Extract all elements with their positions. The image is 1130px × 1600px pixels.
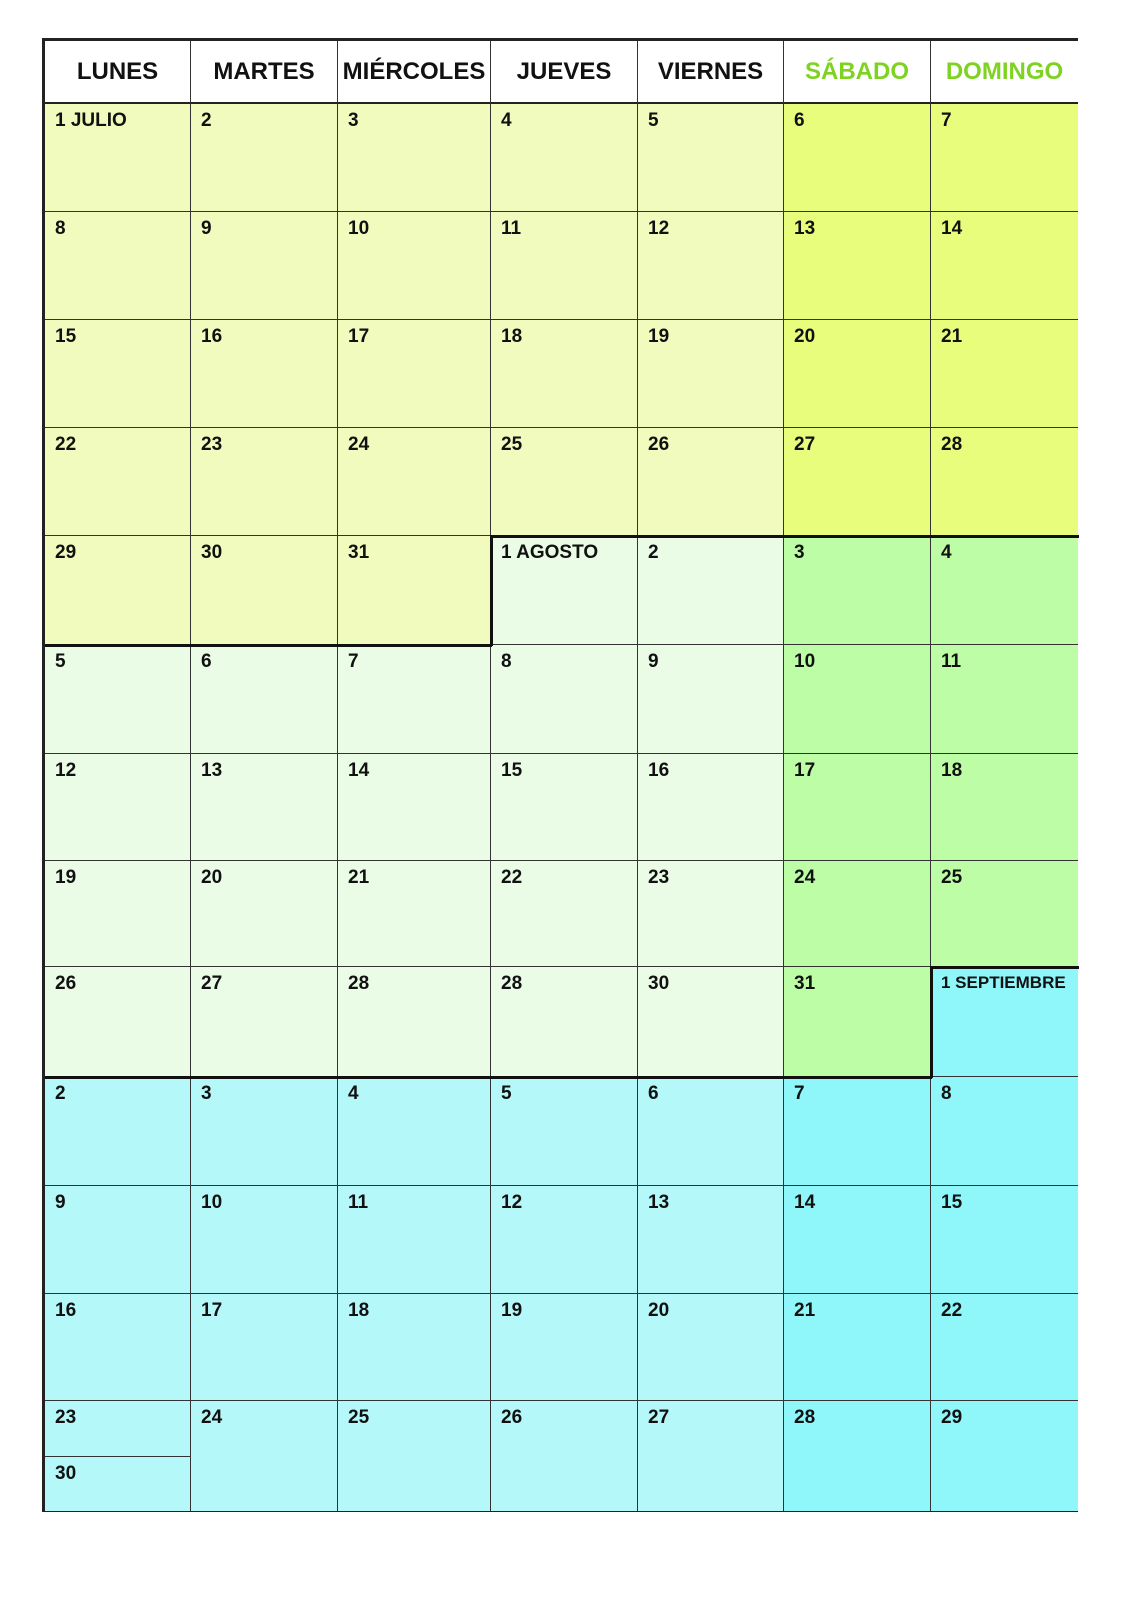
day-cell-julio-18[interactable] [491,320,638,428]
day-number: 27 [794,434,816,455]
day-cell-agosto-2[interactable] [638,536,784,645]
day-cell-agosto-3[interactable] [784,536,931,645]
day-cell-agosto-27[interactable] [191,967,338,1077]
day-cell-julio-23[interactable] [191,428,338,536]
day-cell-agosto-26[interactable] [45,967,191,1077]
day-cell-agosto-25[interactable] [931,861,1078,967]
day-cell-julio-31[interactable] [338,536,491,645]
day-number: 27 [201,973,223,994]
day-number: 2 [201,110,212,131]
day-cell-julio-6[interactable] [784,104,931,212]
day-number: 7 [941,110,952,131]
day-number: 24 [201,1407,223,1428]
day-cell-septiembre-21[interactable] [784,1294,931,1401]
day-number: 29 [941,1407,963,1428]
day-number: 2 [648,542,659,563]
day-number: 21 [348,867,370,888]
day-number: 15 [501,760,523,781]
julio-agosto-boundary-top [490,535,1079,538]
day-number: 5 [55,651,66,672]
day-number: 22 [501,867,523,888]
day-cell-septiembre-17[interactable] [191,1294,338,1401]
day-cell-agosto-1-agosto[interactable] [491,536,638,645]
day-cell-agosto-8[interactable] [491,645,638,754]
day-number: 26 [55,973,77,994]
day-number: 23 [648,867,670,888]
day-number: 16 [648,760,670,781]
day-cell-agosto-28[interactable] [491,967,638,1077]
day-cell-agosto-31[interactable] [784,967,931,1077]
day-cell-julio-9[interactable] [191,212,338,320]
day-number: 31 [348,542,370,563]
day-cell-julio-24[interactable] [338,428,491,536]
day-number: 10 [348,218,370,239]
agosto-septiembre-boundary-bottom [45,1076,932,1079]
day-number: 19 [55,867,77,888]
day-number: 10 [794,651,816,672]
day-number: 20 [794,326,816,347]
day-number: 20 [201,867,223,888]
day-cell-septiembre-3[interactable] [191,1077,338,1186]
day-number: 30 [648,973,670,994]
day-number: 24 [794,867,816,888]
day-cell-agosto-12[interactable] [45,754,191,861]
day-cell-agosto-11[interactable] [931,645,1078,754]
day-number: 27 [648,1407,670,1428]
day-number: 14 [941,218,963,239]
day-number: 24 [348,434,370,455]
day-number: 14 [794,1192,816,1213]
day-number: 15 [55,326,77,347]
day-number: 31 [794,973,816,994]
day-number: 15 [941,1192,963,1213]
day-number: 26 [501,1407,523,1428]
day-cell-julio-13[interactable] [784,212,931,320]
day-cell-julio-20[interactable] [784,320,931,428]
day-cell-agosto-14[interactable] [338,754,491,861]
day-number: 6 [201,651,212,672]
day-cell-septiembre-6[interactable] [638,1077,784,1186]
day-number: 25 [941,867,963,888]
day-number: 5 [648,110,659,131]
day-number: 13 [201,760,223,781]
day-cell-julio-22[interactable] [45,428,191,536]
day-cell-julio-16[interactable] [191,320,338,428]
day-number: 4 [941,542,952,563]
header-lunes: LUNES [45,41,191,104]
day-number: 11 [501,218,522,239]
day-number: 11 [941,651,962,672]
day-cell-julio-28[interactable] [931,428,1078,536]
day-cell-julio-8[interactable] [45,212,191,320]
day-cell-julio-5[interactable] [638,104,784,212]
day-number: 5 [501,1083,512,1104]
header-sabado: SÁBADO [784,41,931,104]
day-cell-septiembre-27[interactable] [638,1401,784,1511]
day-number: 3 [348,110,359,131]
day-cell-julio-12[interactable] [638,212,784,320]
day-number: 17 [201,1300,223,1321]
day-cell-septiembre-4[interactable] [338,1077,491,1186]
day-cell-julio-4[interactable] [491,104,638,212]
day-number: 28 [794,1407,816,1428]
day-number: 22 [941,1300,963,1321]
day-number: 21 [941,326,963,347]
day-cell-julio-17[interactable] [338,320,491,428]
day-cell-septiembre-10[interactable] [191,1186,338,1294]
day-number: 8 [55,218,66,239]
day-cell-julio-26[interactable] [638,428,784,536]
day-cell-agosto-30[interactable] [638,967,784,1077]
day-number: 9 [648,651,659,672]
day-number: 19 [648,326,670,347]
day-number: 23 [55,1407,77,1428]
day-cell-septiembre-22[interactable] [931,1294,1078,1401]
header-jueves: JUEVES [491,41,638,104]
day-cell-septiembre-18[interactable] [338,1294,491,1401]
day-cell-septiembre-5[interactable] [491,1077,638,1186]
day-cell-septiembre-25[interactable] [338,1401,491,1511]
day-cell-septiembre-8[interactable] [931,1077,1078,1186]
day-number: 25 [348,1407,370,1428]
day-number: 28 [348,973,370,994]
day-number: 28 [941,434,963,455]
day-cell-septiembre-9[interactable] [45,1186,191,1294]
day-cell-septiembre-12[interactable] [491,1186,638,1294]
header-domingo: DOMINGO [931,41,1078,104]
day-number: 1 AGOSTO [501,542,599,563]
day-cell-agosto-9[interactable] [638,645,784,754]
day-number: 3 [201,1083,212,1104]
day-cell-agosto-18[interactable] [931,754,1078,861]
day-number: 17 [348,326,370,347]
day-cell-agosto-13[interactable] [191,754,338,861]
day-number: 11 [348,1192,369,1213]
day-number: 25 [501,434,523,455]
header-martes: MARTES [191,41,338,104]
julio-agosto-boundary-side [490,535,493,646]
day-cell-agosto-19[interactable] [45,861,191,967]
day-number: 23 [201,434,223,455]
day-cell-septiembre-28[interactable] [784,1401,931,1511]
day-number: 13 [648,1192,670,1213]
day-cell-agosto-28[interactable] [338,967,491,1077]
day-cell-septiembre-20[interactable] [638,1294,784,1401]
day-number: 12 [648,218,670,239]
day-cell-agosto-24[interactable] [784,861,931,967]
day-number: 1 JULIO [55,110,127,131]
day-cell-julio-21[interactable] [931,320,1078,428]
julio-agosto-boundary-bottom [45,644,492,647]
day-number: 6 [794,110,805,131]
day-cell-septiembre-13[interactable] [638,1186,784,1294]
day-number: 3 [794,542,805,563]
day-cell-julio-2[interactable] [191,104,338,212]
day-number: 9 [201,218,212,239]
day-number: 6 [648,1083,659,1104]
day-cell-julio-15[interactable] [45,320,191,428]
day-cell-agosto-21[interactable] [338,861,491,967]
day-cell-agosto-5[interactable] [45,645,191,754]
day-number: 22 [55,434,77,455]
day-number: 4 [501,110,512,131]
day-cell-julio-29[interactable] [45,536,191,645]
day-cell-julio-3[interactable] [338,104,491,212]
day-cell-julio-19[interactable] [638,320,784,428]
day-cell-julio-7[interactable] [931,104,1078,212]
day-number: 13 [794,218,816,239]
day-number: 12 [501,1192,523,1213]
day-number: 30 [55,1463,77,1484]
day-number: 21 [794,1300,816,1321]
day-number: 7 [348,651,359,672]
day-number: 18 [348,1300,370,1321]
day-cell-septiembre-2[interactable] [45,1077,191,1186]
day-cell-septiembre-16[interactable] [45,1294,191,1401]
day-number: 9 [55,1192,66,1213]
day-number: 28 [501,973,523,994]
day-number: 14 [348,760,370,781]
day-cell-agosto-10[interactable] [784,645,931,754]
day-cell-agosto-23[interactable] [638,861,784,967]
day-number: 29 [55,542,77,563]
header-miercoles: MIÉRCOLES [338,41,491,104]
day-number: 16 [55,1300,77,1321]
day-cell-septiembre-24[interactable] [191,1401,338,1511]
day-number: 7 [794,1083,805,1104]
calendar-grid [42,38,1078,1512]
day-cell-septiembre-14[interactable] [784,1186,931,1294]
day-number: 2 [55,1083,66,1104]
day-cell-agosto-7[interactable] [338,645,491,754]
day-cell-julio-1-julio[interactable] [45,104,191,212]
day-cell-agosto-15[interactable] [491,754,638,861]
day-cell-septiembre-15[interactable] [931,1186,1078,1294]
day-number: 10 [201,1192,223,1213]
day-number: 1 SEPTIEMBRE [941,973,1066,992]
day-cell-agosto-22[interactable] [491,861,638,967]
day-cell-septiembre-19[interactable] [491,1294,638,1401]
day-number: 8 [501,651,512,672]
day-cell-julio-14[interactable] [931,212,1078,320]
day-number: 12 [55,760,77,781]
day-number: 19 [501,1300,523,1321]
day-cell-julio-10[interactable] [338,212,491,320]
day-number: 4 [348,1083,359,1104]
day-number: 26 [648,434,670,455]
day-cell-julio-27[interactable] [784,428,931,536]
day-cell-julio-25[interactable] [491,428,638,536]
day-cell-agosto-16[interactable] [638,754,784,861]
day-cell-septiembre-30[interactable] [45,1456,191,1511]
header-viernes: VIERNES [638,41,784,104]
agosto-septiembre-boundary-side [930,966,933,1078]
day-number: 20 [648,1300,670,1321]
day-cell-septiembre-1-septiembre[interactable] [931,967,1078,1077]
agosto-septiembre-boundary-top [930,966,1079,969]
day-cell-julio-11[interactable] [491,212,638,320]
day-cell-septiembre-7[interactable] [784,1077,931,1186]
day-cell-agosto-6[interactable] [191,645,338,754]
day-cell-septiembre-26[interactable] [491,1401,638,1511]
day-cell-agosto-17[interactable] [784,754,931,861]
day-number: 17 [794,760,816,781]
day-number: 18 [941,760,963,781]
day-cell-septiembre-29[interactable] [931,1401,1078,1511]
day-cell-agosto-4[interactable] [931,536,1078,645]
day-number: 30 [201,542,223,563]
day-number: 16 [201,326,223,347]
day-cell-julio-30[interactable] [191,536,338,645]
day-number: 8 [941,1083,952,1104]
day-cell-septiembre-11[interactable] [338,1186,491,1294]
day-cell-agosto-20[interactable] [191,861,338,967]
day-number: 18 [501,326,523,347]
